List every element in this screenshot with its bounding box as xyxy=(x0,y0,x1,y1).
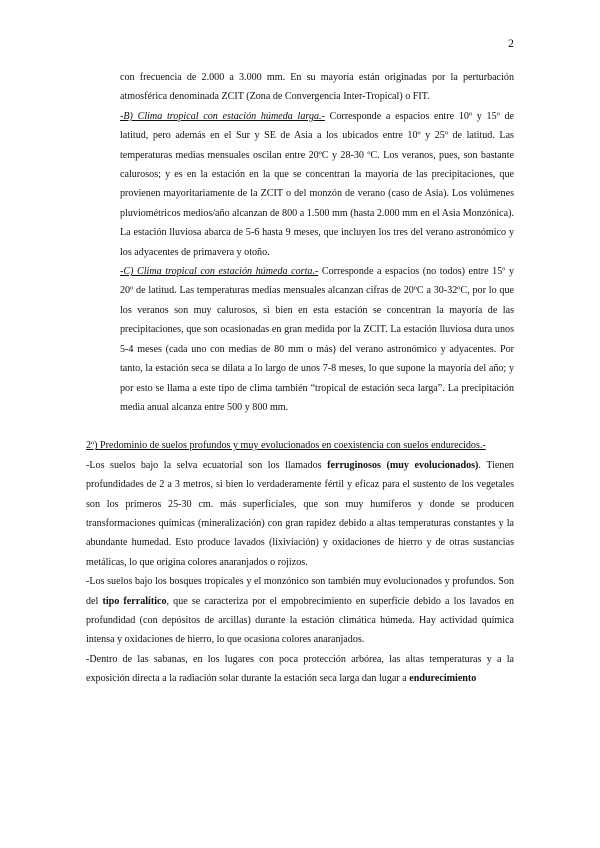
soils-section-heading: 2º) Predominio de suelos profundos y muy evolucionados en coexistencia con suelos endurecidos.- xyxy=(86,440,486,452)
soils-paragraph-selva xyxy=(86,456,514,572)
soils-p1-bold: ferruginosos (muy evolucionados) xyxy=(327,459,479,471)
climate-b-title: -B) Clima tropical con estación húmeda larga.- xyxy=(120,110,325,122)
page-number: 2 xyxy=(508,36,514,50)
climate-b-lead-paragraph: con frecuencia de 2.000 a 3.000 mm. En su mayoría están originadas por la perturbación atmosférica denominada ZCIT (Zona de Convergencia Inter-Tropical) o FIT. xyxy=(120,72,514,103)
climate-b-section xyxy=(86,68,514,262)
soils-paragraph-sabanas xyxy=(86,650,514,689)
climate-b-body: Corresponde a espacios entre 10º y 15º de latitud, pero además en el Sur y SE de Asia a los ubicados entre 10º y 25º de latitud. Las temperaturas medias mensuales oscilan entre 20ºC y 28-30 ºC. Los veranos, pues, son bastante calurosos; y es en la estación en la que se concentran la mayoría de las precipitaciones, que provienen mayoritariamente de la ZCIT o del monzón de verano (caso de Asia). Los volúmenes pluviométricos medios/año alcanzan de 800 a 1.500 mm (hasta 2.000 mm en el Asia Monzónica). La estación lluviosa abarca de 5-6 hasta 9 meses, que incluyen los tres del verano astronómico y los adyacentes de primavera y otoño. xyxy=(120,110,514,258)
soils-p1-text: -Los suelos bajo la selva ecuatorial son los llamados xyxy=(86,459,328,471)
soils-paragraph-bosques xyxy=(86,572,514,650)
climate-c-body: Corresponde a espacios (no todos) entre 15º y 20º de latitud. Las temperaturas medias mensuales alcanzan cifras de 20ºC a 30-32ºC, por lo que los veranos son muy calurosos, si bien en esta estación se concentran la mayoría de las precipitaciones, que son ocasionadas en gran medida por la ZCIT. La estación lluviosa dura unos 5-4 meses (cada uno con medias de 80 mm o más) del verano astronómico y adyacentes. Por tanto, la estación seca se dilata a lo largo de unos 7-8 meses, lo que supone la mayoría del año; y por esto se llama a este tipo de clima también “tropical de estación seca larga”. La precipitación media anual alcanza entre 500 y 800 mm. xyxy=(120,266,514,413)
soils-p1-text-rest: . Tienen profundidades de 2 a 3 metros, si bien lo verdaderamente fértil y eficaz para el sustento de los vegetales son los primeros 25-30 cm. más superficiales, que son muy humíferos y donde se producen transformaciones químicas (mineralización) con gran rapidez debido a altas temperaturas constantes y la abundante humedad. Esto produce lavados (lixiviación) y oxidaciones de hierro y de otras sustancias metálicas, lo que origina colores anaranjados o rojizos. xyxy=(86,459,514,568)
climate-b-paragraph xyxy=(120,107,514,262)
soils-p2-bold: tipo ferralítico xyxy=(102,595,167,607)
climate-c-title: -C) Clima tropical con estación húmeda corta.- xyxy=(120,266,319,278)
soils-p2-text: -Los suelos bajo los bosques tropicales y el monzónico son también muy evolucionados y profundos. Son del xyxy=(86,576,514,607)
climate-c-paragraph xyxy=(120,262,514,417)
soils-p3-bold: endurecimiento xyxy=(409,673,477,685)
soils-p2-text-rest: , que se caracteriza por el empobrecimiento en superficie debido a los lavados en profundidad (con depósitos de arcillas) durante la estación climática húmeda. Hay actividad química intensa y oxidaciones de hierro, lo que ocasiona colores anaranjados. xyxy=(86,595,514,646)
climate-c-section xyxy=(86,262,514,417)
soils-p3-text: -Dentro de las sabanas, en los lugares con poca protección arbórea, las altas temperaturas y a la exposición directa a la radiación solar durante la estación seca larga dan lugar a xyxy=(86,653,514,685)
document-body xyxy=(86,68,514,689)
